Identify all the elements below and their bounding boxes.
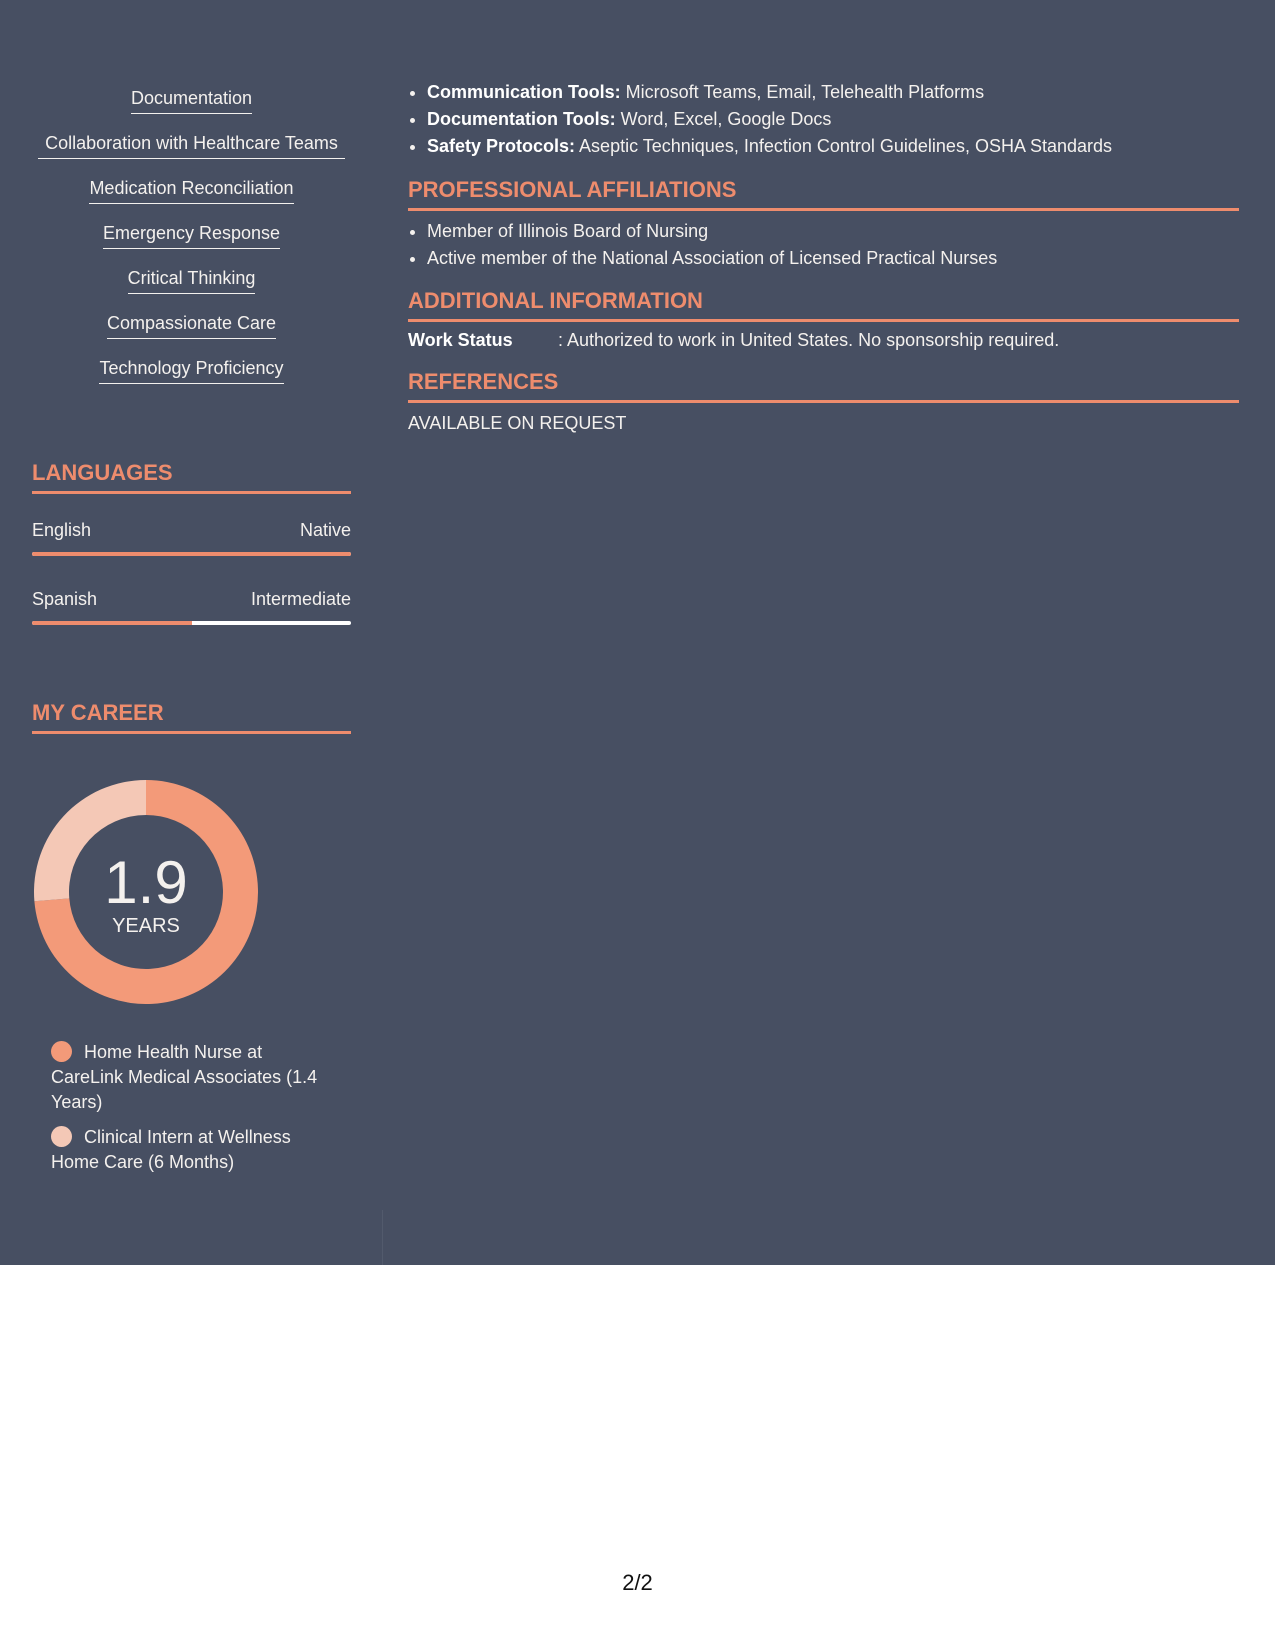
tools-item: • Documentation Tools: Word, Excel, Google Docs	[427, 106, 1239, 133]
work-status	[408, 328, 1059, 352]
language-name: Spanish	[32, 589, 98, 609]
career-legend-label: Clinical Intern at Wellness Home Care (6 Months)	[51, 1127, 291, 1172]
career-total-value: 1.9	[104, 849, 188, 916]
work-status-label: Work Status	[408, 330, 513, 350]
language-proficiency-fill	[32, 552, 351, 556]
references-text: AVAILABLE ON REQUEST	[408, 413, 627, 433]
language-level: Intermediate	[250, 589, 351, 609]
column-divider	[382, 1210, 383, 1265]
legend-dot	[51, 1126, 72, 1147]
legend-dot	[51, 1041, 72, 1062]
career-legend	[51, 1040, 321, 1185]
career-legend-label: Home Health Nurse at CareLink Medical Associates (1.4 Years)	[51, 1042, 318, 1112]
language-english	[32, 518, 351, 556]
skill-item: Emergency Response	[38, 221, 345, 249]
language-proficiency-bar	[32, 552, 351, 556]
career-heading: MY CAREER	[32, 699, 351, 734]
skill-item: Documentation	[38, 86, 345, 114]
language-level: Native	[299, 520, 351, 540]
skill-item: Critical Thinking	[38, 266, 345, 294]
career-legend-item	[51, 1125, 321, 1175]
skills-list	[38, 86, 345, 401]
affiliation-item: • Member of Illinois Board of Nursing	[427, 218, 1239, 245]
tools-item: • Safety Protocols: Aseptic Techniques, Infection Control Guidelines, OSHA Standards	[427, 133, 1239, 160]
skill-item: Compassionate Care	[38, 311, 345, 339]
references-heading: REFERENCES	[408, 368, 1239, 403]
skill-item: Collaboration with Healthcare Teams	[38, 131, 345, 159]
language-name: English	[32, 520, 92, 540]
affiliations-list	[408, 218, 1239, 272]
tools-list	[408, 79, 1239, 160]
page-number: 2/2	[622, 1570, 653, 1595]
skill-item: Medication Reconciliation	[38, 176, 345, 204]
affiliation-item: • Active member of the National Association of Licensed Practical Nurses	[427, 245, 1239, 272]
skill-item: Technology Proficiency	[38, 356, 345, 384]
additional-info-heading: ADDITIONAL INFORMATION	[408, 287, 1239, 322]
affiliations-heading: PROFESSIONAL AFFILIATIONS	[408, 176, 1239, 211]
career-total-unit: YEARS	[112, 915, 180, 937]
career-total	[34, 780, 258, 1004]
tools-item: • Communication Tools: Microsoft Teams, Email, Telehealth Platforms	[427, 79, 1239, 106]
work-status-value: : Authorized to work in United States. No sponsorship required.	[558, 330, 1060, 350]
language-proficiency-bar	[32, 621, 351, 625]
career-legend-item	[51, 1040, 321, 1115]
languages-heading: LANGUAGES	[32, 459, 351, 494]
language-spanish	[32, 587, 351, 625]
language-proficiency-fill	[32, 621, 192, 625]
